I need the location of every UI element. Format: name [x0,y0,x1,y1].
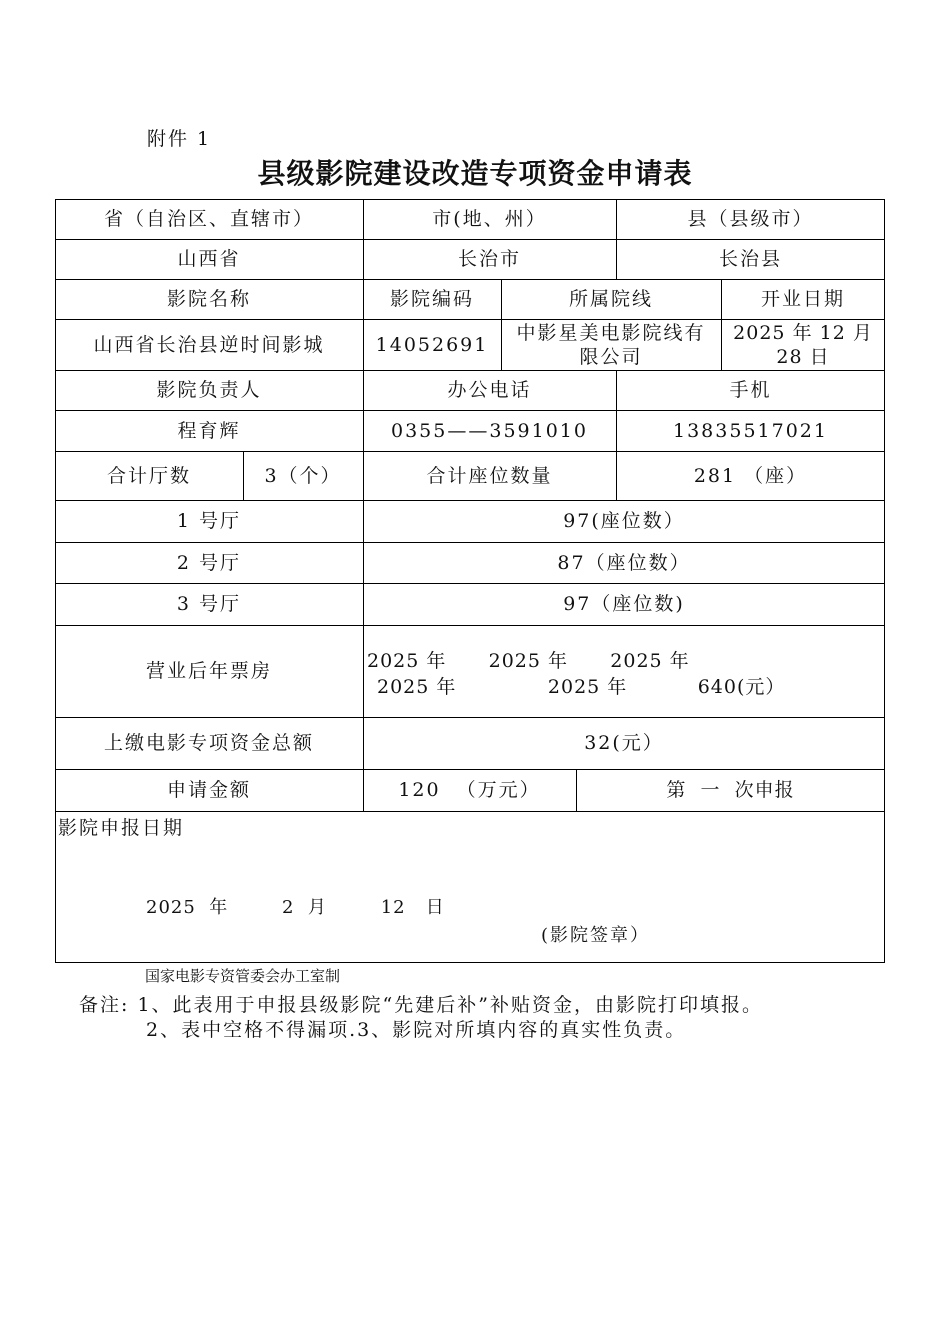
office-phone-value: 0355——3591010 [391,419,588,442]
box-office-label: 营业后年票房 [145,660,272,682]
city-value: 长治市 [457,248,521,270]
cinema-code-value: 14052691 [375,333,489,356]
manager-value: 程育辉 [177,419,241,442]
circuit-header: 所属院线 [568,288,653,310]
application-table [55,199,885,963]
declare-date-value: 2025 年 2 月 12 日 [146,897,445,918]
mobile-value: 13835517021 [673,419,828,442]
province-value: 山西省 [177,248,241,270]
hall-1-seats: 97(座位数） [563,510,685,532]
manager-header: 影院负责人 [156,379,262,401]
paid-fund-value: 32(元） [584,732,664,754]
open-date-header: 开业日期 [760,288,845,310]
province-header: 省（自治区、直辖市） [103,208,314,230]
hall-3-label: 3 号厅 [176,593,242,615]
open-date-value: 2025 年 12 月 28 日 [733,321,873,368]
attachment-label: 附件 1 [147,128,212,150]
hall-2-label: 2 号厅 [176,551,242,574]
remark-line-2: 2、表中空格不得漏项.3、影院对所填内容的真实性负责。 [146,1019,687,1041]
county-value: 长治县 [718,248,782,270]
cinema-seal-label: (影院签章） [541,925,651,946]
seats-total-value: 281 （座） [693,464,808,487]
remark-line-1: 备注: 1、此表用于申报县级影院“先建后补”补贴资金，由影院打印填报。 [79,994,763,1016]
hall-1-label: 1 号厅 [176,510,242,532]
hall-2-seats: 87（座位数） [557,551,691,574]
declare-date-label: 影院申报日期 [58,817,185,839]
circuit-value: 中影星美电影院线有限公司 [516,321,706,368]
box-office-line-2: 2025 年 2025 年 640(元） [377,676,786,698]
issuer-note: 国家电影专资管委会办工室制 [145,969,341,985]
paid-fund-label: 上缴电影专项资金总额 [103,732,314,754]
county-header: 县（县级市） [687,208,814,230]
halls-total-label: 合计厅数 [106,464,191,487]
city-header: 市(地、州） [432,208,547,230]
mobile-header: 手机 [729,379,772,401]
halls-total-value: 3（个） [264,464,342,487]
hall-3-seats: 97（座位数) [563,593,685,615]
cinema-name-value: 山西省长治县逆时间影城 [93,333,325,356]
apply-amount-value: 120 （万元） [398,779,541,801]
cinema-code-header: 影院编码 [389,288,474,310]
seats-total-label: 合计座位数量 [426,464,553,487]
apply-amount-label: 申请金额 [166,779,251,801]
box-office-line-1: 2025 年 2025 年 2025 年 [367,650,690,672]
form-title: 县级影院建设改造专项资金申请表 [257,157,693,190]
cinema-name-header: 影院名称 [166,288,251,310]
office-phone-header: 办公电话 [447,379,532,401]
apply-round: 第 一 次申报 [666,779,795,801]
